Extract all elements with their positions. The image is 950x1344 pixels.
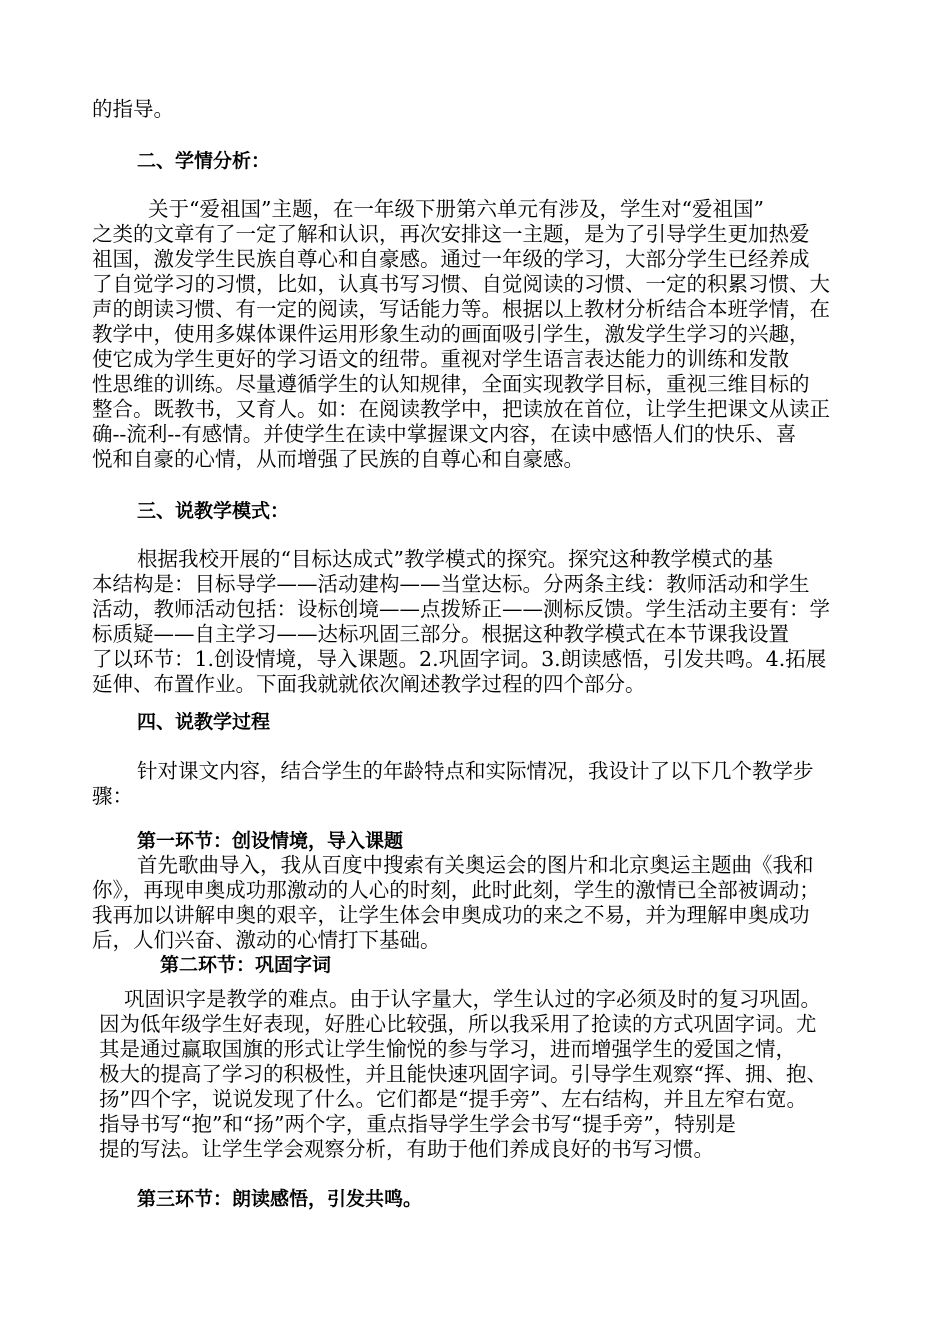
section-heading-teaching-process: 四、说教学过程 bbox=[137, 711, 271, 733]
paragraph-line: 性思维的训练。尽量遵循学生的认知规律，全面实现教学目标，重视三维目标的 bbox=[92, 372, 810, 396]
paragraph-line: 祖国，激发学生民族自尊心和自豪感。通过一年级的学习，大部分学生已经养成 bbox=[92, 247, 810, 271]
paragraph-line: 整合。既教书，又育人。如：在阅读教学中，把读放在首位，让学生把课文从读正 bbox=[92, 397, 830, 421]
paragraph-line: 延伸、布置作业。下面我就就依次阐述教学过程的四个部分。 bbox=[92, 672, 646, 696]
paragraph-line: 之类的文章有了一定了解和认识，再次安排这一主题，是为了引导学生更加热爱 bbox=[92, 222, 810, 246]
paragraph-line: 巩固识字是教学的难点。由于认字量大，学生认过的字必须及时的复习巩固。 bbox=[124, 987, 821, 1011]
step-heading-1: 第一环节：创设情境，导入课题 bbox=[137, 830, 404, 852]
paragraph-line: 本结构是：目标导学——活动建构——当堂达标。分两条主线：教师活动和学生 bbox=[92, 572, 810, 596]
paragraph-line: 根据我校开展的“目标达成式”教学模式的探究。探究这种教学模式的基 bbox=[137, 547, 773, 571]
paragraph-line: 使它成为学生更好的学习语文的纽带。重视对学生语言表达能力的训练和发散 bbox=[92, 347, 789, 371]
paragraph-line: 指导书写“抱”和“扬”两个字，重点指导学生学会书写“提手旁”，特别是 bbox=[99, 1112, 736, 1136]
paragraph-line: 悦和自豪的心情，从而增强了民族的自尊心和自豪感。 bbox=[92, 447, 584, 471]
intro-tail-text: 的指导。 bbox=[92, 97, 174, 121]
paragraph-line: 极大的提高了学习的积极性，并且能快速巩固字词。引导学生观察“挥、拥、抱、 bbox=[99, 1062, 827, 1086]
paragraph-line: 因为低年级学生好表现，好胜心比较强，所以我采用了抢读的方式巩固字词。尤 bbox=[99, 1012, 817, 1036]
paragraph-line: 骤： bbox=[92, 784, 133, 808]
paragraph-line: 活动，教师活动包括：设标创境——点拨矫正——测标反馈。学生活动主要有：学 bbox=[92, 597, 830, 621]
step-heading-2: 第二环节：巩固字词 bbox=[160, 954, 332, 976]
step-heading-3: 第三环节：朗读感悟，引发共鸣。 bbox=[137, 1188, 423, 1210]
paragraph-line: 标质疑——自主学习——达标巩固三部分。根据这种教学模式在本节课我设置 bbox=[92, 622, 789, 646]
paragraph-line: 我再加以讲解申奥的艰辛，让学生体会申奥成功的来之不易，并为理解申奥成功 bbox=[92, 903, 810, 927]
paragraph-line: 声的朗读习惯、有一定的阅读，写话能力等。根据以上教材分析结合本班学情，在 bbox=[92, 297, 830, 321]
section-heading-teaching-mode: 三、说教学模式： bbox=[137, 500, 290, 522]
paragraph-line: 了自觉学习的习惯，比如，认真书写习惯、自觉阅读的习惯、一定的积累习惯、大 bbox=[92, 272, 830, 296]
paragraph-line: 后，人们兴奋、激动的心情打下基础。 bbox=[92, 928, 441, 952]
section-heading-learning-analysis: 二、学情分析： bbox=[137, 150, 271, 172]
paragraph-line: 扬”四个字，说说发现了什么。它们都是“提手旁”、左右结构，并且左窄右宽。 bbox=[99, 1087, 807, 1111]
paragraph-line: 其是通过赢取国旗的形式让学生愉悦的参与学习，进而增强学生的爱国之情， bbox=[99, 1037, 796, 1061]
paragraph-line: 了以环节：1.创设情境，导入课题。2.巩固字词。3.朗读感悟，引发共鸣。4.拓展 bbox=[92, 647, 827, 671]
paragraph-line: 提的写法。让学生学会观察分析，有助于他们养成良好的书写习惯。 bbox=[99, 1137, 714, 1161]
paragraph-line: 针对课文内容，结合学生的年龄特点和实际情况，我设计了以下几个教学步 bbox=[137, 759, 814, 783]
paragraph-line: 首先歌曲导入，我从百度中搜索有关奥运会的图片和北京奥运主题曲《我和 bbox=[137, 853, 814, 877]
paragraph-line: 教学中，使用多媒体课件运用形象生动的画面吸引学生，激发学生学习的兴趣， bbox=[92, 322, 810, 346]
paragraph-line: 你》，再现申奥成功那激动的人心的时刻，此时此刻，学生的激情已全部被调动； bbox=[92, 878, 820, 902]
paragraph-line: 确--流利--有感情。并使学生在读中掌握课文内容，在读中感悟人们的快乐、喜 bbox=[92, 422, 797, 446]
paragraph-line: 关于“爱祖国”主题，在一年级下册第六单元有涉及，学生对“爱祖国” bbox=[148, 197, 764, 221]
